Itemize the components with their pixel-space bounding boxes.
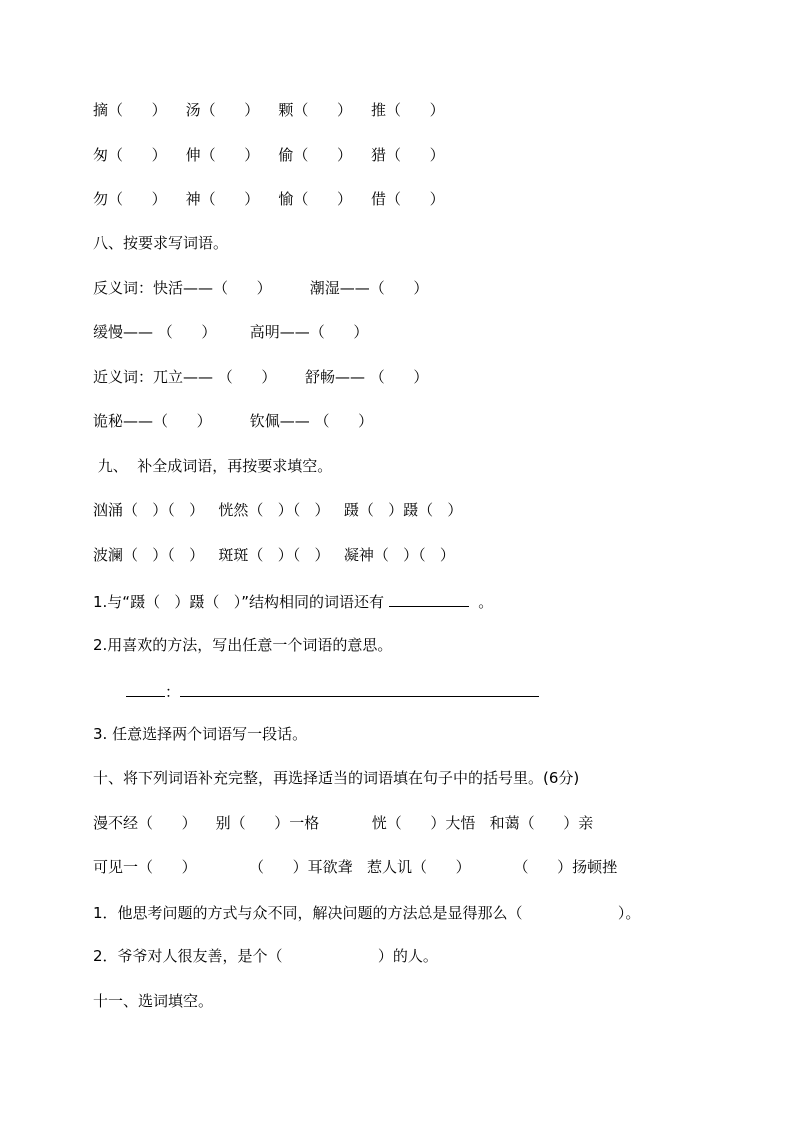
synonym-row-2: 诡秘——（ ） 钦佩—— （ ） bbox=[93, 412, 374, 430]
section-8-heading: 八、按要求写词语。 bbox=[93, 234, 229, 252]
question-10-2: 2．爷爷对人很友善，是个（ ）的人。 bbox=[93, 947, 438, 965]
question-9-2: 2.用喜欢的方法，写出任意一个词语的意思。 bbox=[93, 636, 393, 654]
meaning-colon: ： bbox=[165, 683, 181, 701]
section-9-heading: 九、 补全成词语，再按要求填空。 bbox=[93, 457, 333, 475]
idiom-row-2: 可见一（ ） （ ）耳欲聋 惹人讥（ ） （ ）扬顿挫 bbox=[93, 858, 618, 876]
synonym-row-1: 近义词：兀立—— （ ） 舒畅—— （ ） bbox=[93, 368, 429, 386]
char-group-row-3: 勿（ ） 神（ ） 愉（ ） 借（ ） bbox=[93, 190, 445, 208]
word-completion-row-1: 汹涌（ ）（ ） 恍然（ ）（ ） 蹑（ ）蹑（ ） bbox=[93, 501, 463, 519]
antonym-row-1: 反义词：快活——（ ） 潮湿——（ ） bbox=[93, 279, 429, 297]
question-9-1-suffix: 。 bbox=[478, 593, 494, 611]
question-9-1 bbox=[93, 590, 493, 612]
question-10-1: 1．他思考问题的方式与众不同，解决问题的方法总是显得那么（ ）。 bbox=[93, 904, 641, 922]
meaning-blank[interactable] bbox=[180, 680, 539, 697]
char-group-row-1: 摘（ ） 汤（ ） 颗（ ） 推（ ） bbox=[93, 101, 445, 119]
idiom-row-1: 漫不经（ ） 别（ ）一格 恍（ ）大悟 和蔼（ ）亲 bbox=[93, 814, 594, 832]
question-9-1-text: 1.与“蹑（ ）蹑（ ）”结构相同的词语还有 bbox=[93, 593, 384, 611]
section-11-heading: 十一、选词填空。 bbox=[93, 992, 214, 1010]
answer-blank[interactable] bbox=[389, 590, 469, 607]
antonym-row-2: 缓慢—— （ ） 高明——（ ） bbox=[93, 323, 369, 341]
char-group-row-2: 匆（ ） 伸（ ） 偷（ ） 猎（ ） bbox=[93, 146, 445, 164]
section-10-heading: 十、将下列词语补充完整，再选择适当的词语填在句子中的括号里。(6分) bbox=[93, 769, 580, 787]
word-completion-row-2: 波澜（ ）（ ） 斑斑（ ）（ ） 凝神（ ）（ ） bbox=[93, 546, 455, 564]
meaning-answer-line bbox=[126, 680, 539, 702]
word-blank[interactable] bbox=[126, 680, 165, 697]
question-9-3: 3. 任意选择两个词语写一段话。 bbox=[93, 725, 308, 743]
